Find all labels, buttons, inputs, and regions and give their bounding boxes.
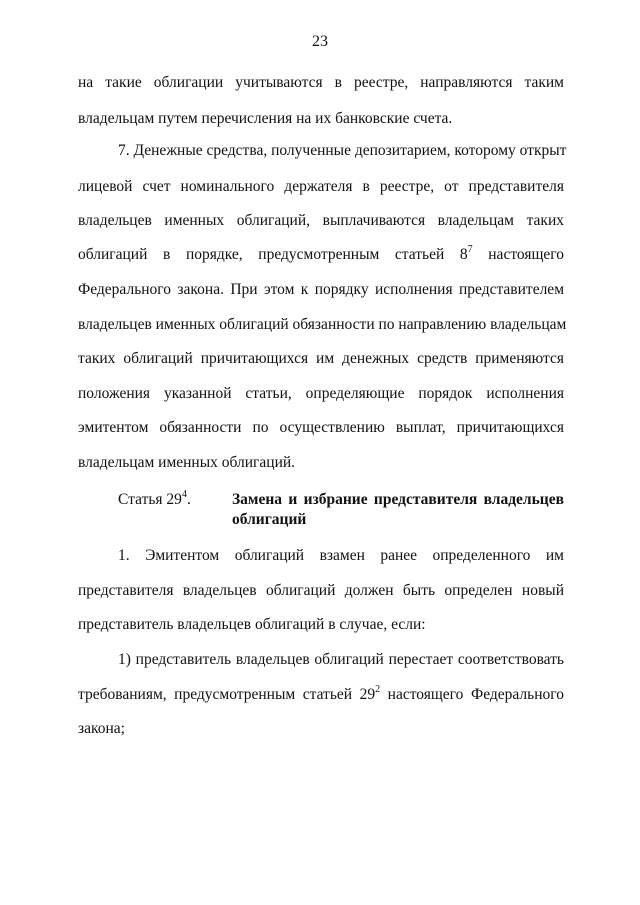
text-line: закона; bbox=[78, 720, 125, 737]
text-line bbox=[78, 685, 564, 705]
text-fragment: облигаций в порядке, предусмотренным статьей 8 bbox=[78, 246, 468, 263]
text-fragment: настоящего bbox=[472, 246, 565, 263]
text-line: таких облигаций причитающихся им денежных средств применяются bbox=[78, 350, 564, 367]
article-label bbox=[118, 490, 191, 510]
article-label-text: Статья 29 bbox=[118, 491, 182, 508]
article-title-line: Замена и избрание представителя владельцев bbox=[232, 491, 564, 508]
text-line: на такие облигации учитываются в реестре, направляются таким bbox=[78, 74, 564, 91]
article-label-dot: . bbox=[186, 491, 191, 508]
text-line: представителя владельцев облигаций должен быть определен новый bbox=[78, 582, 564, 599]
text-line: 1. Эмитентом облигаций взамен ранее определенного им bbox=[118, 547, 564, 564]
text-line bbox=[78, 245, 564, 265]
article-title bbox=[232, 490, 564, 530]
text-line: положения указанной статьи, определяющие порядок исполнения bbox=[78, 385, 564, 402]
text-line: представитель владельцев облигаций в случае, если: bbox=[78, 616, 426, 633]
text-line: 7. Денежные средства, полученные депозитарием, которому открыт bbox=[118, 142, 567, 159]
page-number: 23 bbox=[312, 33, 328, 50]
text-fragment: настоящего Федерального bbox=[380, 686, 564, 703]
superscript: 4 bbox=[181, 489, 187, 500]
superscript: 7 bbox=[467, 244, 473, 255]
text-line: лицевой счет номинального держателя в реестре, от представителя bbox=[78, 178, 564, 195]
superscript: 2 bbox=[375, 684, 381, 695]
text-fragment: требованиям, предусмотренным статьей 29 bbox=[78, 686, 376, 703]
text-line: владельцев именных облигаций обязанности по направлению владельцам bbox=[78, 316, 567, 333]
text-line: эмитентом обязанности по осуществлению выплат, причитающихся bbox=[78, 419, 564, 436]
text-line: владельцам именных облигаций. bbox=[78, 454, 296, 471]
text-line: владельцев именных облигаций, выплачиваются владельцам таких bbox=[78, 212, 564, 229]
article-title-line: облигаций bbox=[232, 511, 307, 528]
text-line: 1) представитель владельцев облигаций перестает соответствовать bbox=[118, 651, 564, 668]
text-line: Федерального закона. При этом к порядку исполнения представителем bbox=[78, 281, 564, 298]
text-line: владельцам путем перечисления на их банковские счета. bbox=[78, 110, 453, 127]
